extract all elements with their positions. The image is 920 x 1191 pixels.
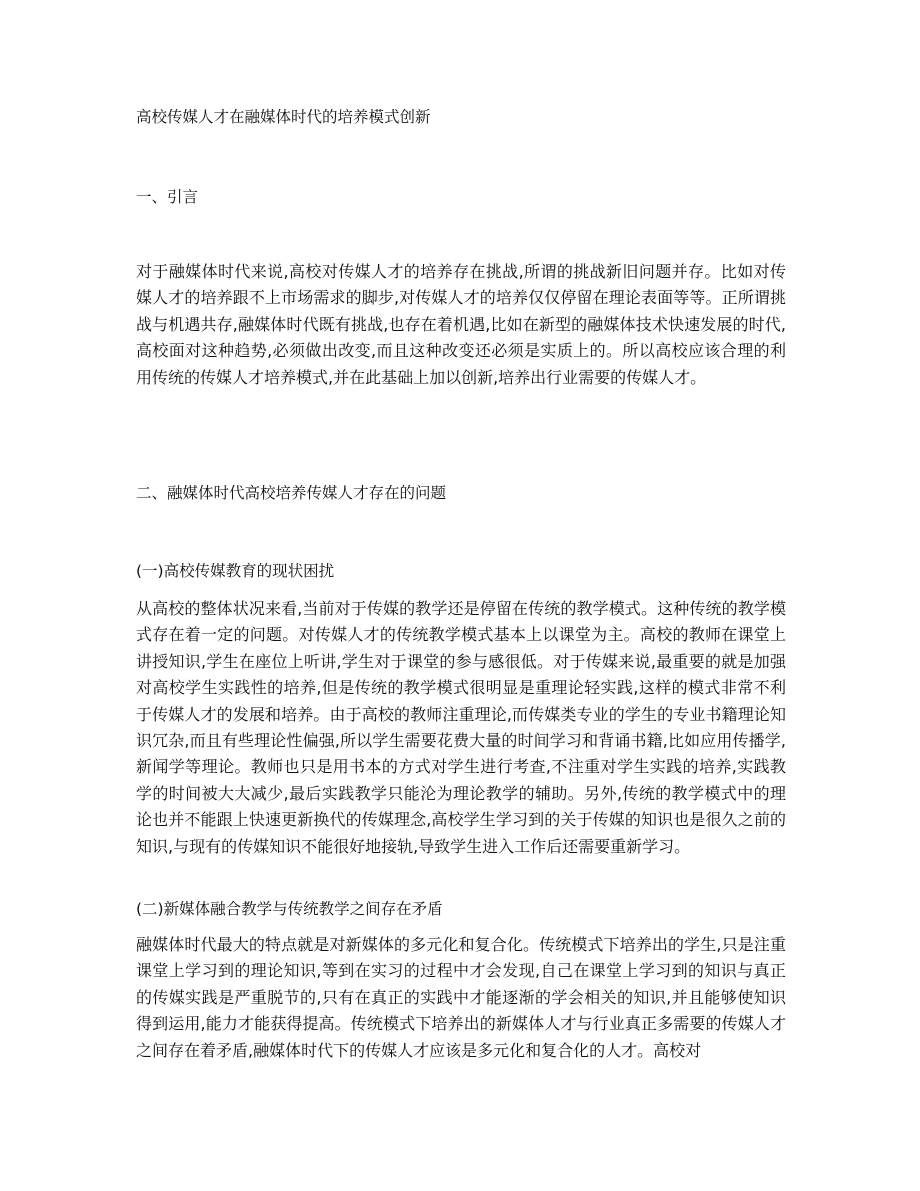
subsection-2-heading: (二)新媒体融合教学与传统教学之间存在矛盾	[136, 900, 443, 918]
section-2-heading: 二、融媒体时代高校培养传媒人才存在的问题	[136, 484, 447, 502]
subsection-1-heading: (一)高校传媒教育的现状困扰	[136, 562, 335, 580]
document-title: 高校传媒人才在融媒体时代的培养模式创新	[136, 108, 431, 126]
subsection-1-paragraph: 从高校的整体状况来看,当前对于传媒的教学还是停留在传统的教学模式。这种传统的教学模式存在着一定的问题。对传媒人才的传统教学模式基本上以课堂为主。高校的教师在课堂上讲授知识,学生在座位上听讲,学生对于课堂的参与感很低。对于传媒来说,最重要的就是加强对高校学生实践性的培养,但是传统的教学模式很明显是重理论轻实践,这样的模式非常不利于传媒人才的发展和培养。由于高校的教师注重理论,而传媒类专业的学生的专业书籍理论知识冗杂,而且有些理论性偏强,所以学生需要花费大量的时间学习和背诵书籍,比如应用传播学,新闻学等理论。教师也只是用书本的方式对学生进行考查,不注重对学生实践的培养,实践教学的时间被大大减少,最后实践教学只能沦为理论教学的辅助。另外,传统的教学模式中的理论也并不能跟上快速更新换代的传媒理念,高校学生学习到的关于传媒的知识也是很久之前的知识,与现有的传媒知识不能很好地接轨,导致学生进入工作后还需要重新学习。	[136, 599, 786, 856]
section-1-heading: 一、引言	[136, 188, 199, 206]
section-1-paragraph: 对于融媒体时代来说,高校对传媒人才的培养存在挑战,所谓的挑战新旧问题并存。比如对传媒人才的培养跟不上市场需求的脚步,对传媒人才的培养仅仅停留在理论表面等等。正所谓挑战与机遇共存,融媒体时代既有挑战,也存在着机遇,比如在新型的融媒体技术快速发展的时代,高校面对这种趋势,必须做出改变,而且这种改变还必须是实质上的。所以高校应该合理的利用传统的传媒人才培养模式,并在此基础上加以创新,培养出行业需要的传媒人才。	[136, 262, 786, 387]
subsection-2-paragraph: 融媒体时代最大的特点就是对新媒体的多元化和复合化。传统模式下培养出的学生,只是注重课堂上学习到的理论知识,等到在实习的过程中才会发现,自己在课堂上学习到的知识与真正的传媒实践是严重脱节的,只有在真正的实践中才能逐渐的学会相关的知识,并且能够使知识得到运用,能力才能获得提高。传统模式下培养出的新媒体人才与行业真正多需要的传媒人才之间存在着矛盾,融媒体时代下的传媒人才应该是多元化和复合化的人才。高校对	[136, 935, 786, 1060]
